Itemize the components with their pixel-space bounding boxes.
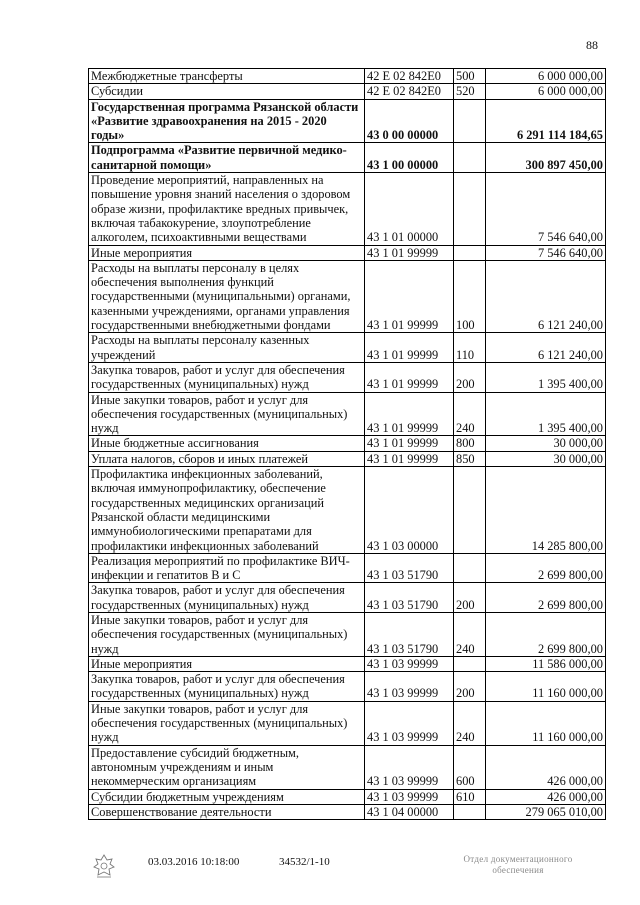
row-name: Субсидии бюджетным учреждениям — [89, 789, 365, 804]
table-row — [89, 436, 606, 451]
row-amount: 7 546 640,00 — [486, 173, 606, 245]
table-row — [89, 260, 606, 332]
row-amount: 6 000 000,00 — [486, 69, 606, 84]
row-code: 43 1 03 00000 — [365, 467, 454, 554]
row-code: 43 1 01 99999 — [365, 245, 454, 260]
row-code: 43 1 03 51790 — [365, 583, 454, 613]
row-name: Реализация мероприятий по профилактике ВИЧ-инфекции и гепатитов В и С — [89, 553, 365, 583]
table-row — [89, 99, 606, 143]
table-row — [89, 804, 606, 819]
row-code: 43 1 03 99999 — [365, 672, 454, 702]
footer-datetime: 03.03.2016 10:18:00 — [148, 856, 240, 868]
row-code: 42 Е 02 842Е0 — [365, 69, 454, 84]
row-amount: 6 291 114 184,65 — [486, 99, 606, 143]
row-amount: 1 395 400,00 — [486, 362, 606, 392]
row-expense-type — [454, 99, 486, 143]
row-amount: 6 121 240,00 — [486, 333, 606, 363]
table-row — [89, 69, 606, 84]
table-row — [89, 672, 606, 702]
row-code: 43 1 01 99999 — [365, 260, 454, 332]
row-expense-type — [454, 656, 486, 671]
row-code: 43 1 01 99999 — [365, 392, 454, 436]
row-expense-type: 610 — [454, 789, 486, 804]
table-row — [89, 553, 606, 583]
table-row — [89, 84, 606, 99]
row-expense-type: 850 — [454, 451, 486, 466]
row-name: Уплата налогов, сборов и иных платежей — [89, 451, 365, 466]
row-code: 43 1 01 00000 — [365, 173, 454, 245]
row-amount: 30 000,00 — [486, 436, 606, 451]
row-code: 43 1 01 99999 — [365, 436, 454, 451]
table-row — [89, 656, 606, 671]
row-code: 43 1 01 99999 — [365, 451, 454, 466]
table-row — [89, 583, 606, 613]
row-code: 43 1 03 99999 — [365, 789, 454, 804]
row-expense-type: 200 — [454, 672, 486, 702]
row-expense-type: 110 — [454, 333, 486, 363]
page-number: 88 — [586, 38, 598, 52]
row-expense-type — [454, 143, 486, 173]
row-amount: 14 285 800,00 — [486, 467, 606, 554]
row-name: Проведение мероприятий, направленных на повышение уровня знаний населения о здоровом образе жизни, профилактике вредных привычек, включая табакокурение, злоупотребление алкоголем, психоактивными веществами — [89, 173, 365, 245]
budget-table — [88, 68, 606, 820]
row-name: Иные закупки товаров, работ и услуг для обеспечения государственных (муниципальных) нужд — [89, 612, 365, 656]
row-amount: 7 546 640,00 — [486, 245, 606, 260]
row-amount: 2 699 800,00 — [486, 612, 606, 656]
row-code: 43 1 01 99999 — [365, 362, 454, 392]
row-code: 43 1 03 99999 — [365, 656, 454, 671]
row-expense-type: 240 — [454, 612, 486, 656]
row-name: Подпрограмма «Развитие первичной медико-санитарной помощи» — [89, 143, 365, 173]
row-name: Иные мероприятия — [89, 656, 365, 671]
row-code: 43 1 03 99999 — [365, 701, 454, 745]
table-row — [89, 362, 606, 392]
row-name: Профилактика инфекционных заболеваний, включая иммунопрофилактику, обеспечение государственных медицинских организаций Рязанской области медицинскими иммунобиологическими препаратами для профилактики инфекционных заболеваний — [89, 467, 365, 554]
row-name: Субсидии — [89, 84, 365, 99]
footer-doc-number: 34532/1-10 — [279, 856, 330, 868]
row-expense-type: 800 — [454, 436, 486, 451]
row-expense-type: 500 — [454, 69, 486, 84]
row-name: Закупка товаров, работ и услуг для обеспечения государственных (муниципальных) нужд — [89, 672, 365, 702]
row-name: Закупка товаров, работ и услуг для обеспечения государственных (муниципальных) нужд — [89, 362, 365, 392]
table-row — [89, 701, 606, 745]
row-name: Иные бюджетные ассигнования — [89, 436, 365, 451]
table-row — [89, 245, 606, 260]
registration-stamp: Отдел документационного обеспечения — [463, 854, 573, 875]
table-row — [89, 451, 606, 466]
row-name: Закупка товаров, работ и услуг для обеспечения государственных (муниципальных) нужд — [89, 583, 365, 613]
row-amount: 426 000,00 — [486, 789, 606, 804]
row-expense-type — [454, 553, 486, 583]
row-code: 43 1 04 00000 — [365, 804, 454, 819]
row-amount: 11 160 000,00 — [486, 672, 606, 702]
row-expense-type — [454, 804, 486, 819]
table-row — [89, 333, 606, 363]
row-expense-type: 520 — [454, 84, 486, 99]
row-amount: 11 586 000,00 — [486, 656, 606, 671]
row-expense-type: 100 — [454, 260, 486, 332]
row-name: Иные закупки товаров, работ и услуг для обеспечения государственных (муниципальных) нужд — [89, 701, 365, 745]
table-row — [89, 467, 606, 554]
table-row — [89, 612, 606, 656]
table-row — [89, 392, 606, 436]
row-amount: 2 699 800,00 — [486, 553, 606, 583]
row-amount: 279 065 010,00 — [486, 804, 606, 819]
row-code: 43 1 03 51790 — [365, 553, 454, 583]
row-amount: 6 000 000,00 — [486, 84, 606, 99]
row-name: Предоставление субсидий бюджетным, автономным учреждениям и иным некоммерческим организациям — [89, 745, 365, 789]
row-expense-type — [454, 173, 486, 245]
row-amount: 30 000,00 — [486, 451, 606, 466]
row-amount: 426 000,00 — [486, 745, 606, 789]
table-row — [89, 745, 606, 789]
row-code: 43 1 03 99999 — [365, 745, 454, 789]
table-row — [89, 143, 606, 173]
row-code: 42 Е 02 842Е0 — [365, 84, 454, 99]
table-row — [89, 173, 606, 245]
budget-table-body — [89, 69, 606, 820]
row-expense-type — [454, 245, 486, 260]
row-amount: 11 160 000,00 — [486, 701, 606, 745]
emblem-logo — [93, 853, 115, 879]
row-amount: 2 699 800,00 — [486, 583, 606, 613]
row-code: 43 1 00 00000 — [365, 143, 454, 173]
row-amount: 1 395 400,00 — [486, 392, 606, 436]
row-expense-type: 600 — [454, 745, 486, 789]
row-code: 43 0 00 00000 — [365, 99, 454, 143]
row-amount: 6 121 240,00 — [486, 260, 606, 332]
row-code: 43 1 03 51790 — [365, 612, 454, 656]
row-name: Иные мероприятия — [89, 245, 365, 260]
row-name: Совершенствование деятельности — [89, 804, 365, 819]
row-code: 43 1 01 99999 — [365, 333, 454, 363]
row-name: Межбюджетные трансферты — [89, 69, 365, 84]
row-name: Иные закупки товаров, работ и услуг для обеспечения государственных (муниципальных) нужд — [89, 392, 365, 436]
row-name: Государственная программа Рязанской области «Развитие здравоохранения на 2015 - 2020 годы» — [89, 99, 365, 143]
row-name: Расходы на выплаты персоналу казенных учреждений — [89, 333, 365, 363]
row-expense-type: 240 — [454, 701, 486, 745]
row-expense-type: 200 — [454, 583, 486, 613]
row-expense-type — [454, 467, 486, 554]
table-row — [89, 789, 606, 804]
row-expense-type: 240 — [454, 392, 486, 436]
row-name: Расходы на выплаты персоналу в целях обеспечения выполнения функций государственными (муниципальными) органами, казенными учреждениями, органами управления государственными внебюджетными фондами — [89, 260, 365, 332]
row-expense-type: 200 — [454, 362, 486, 392]
row-amount: 300 897 450,00 — [486, 143, 606, 173]
